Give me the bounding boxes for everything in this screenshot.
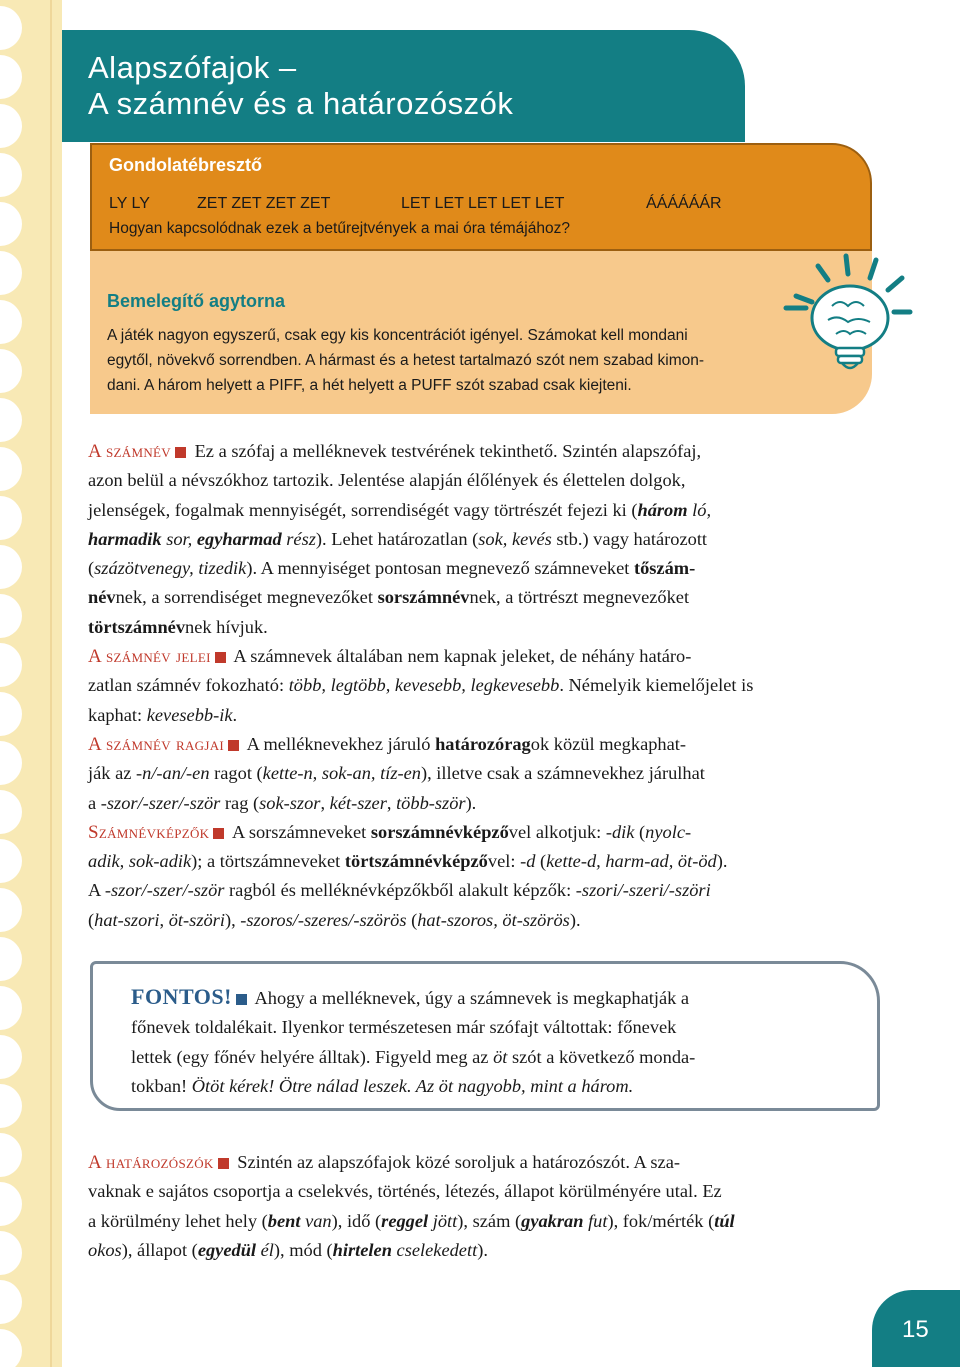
bullet-square-icon xyxy=(215,652,226,663)
text-run: ( xyxy=(535,851,547,872)
bullet-square-icon xyxy=(213,828,224,839)
page-number: 15 xyxy=(902,1316,929,1343)
italic-term: -szor/-szer/-ször xyxy=(100,792,221,813)
text-run: vel: xyxy=(487,851,521,872)
binding-hole xyxy=(0,398,22,442)
italic-term: kette-d, harm-ad, öt-öd xyxy=(546,851,717,872)
italic-term: -szoros/-szeres/-szörös xyxy=(240,909,407,930)
binding-hole xyxy=(0,104,22,148)
italic-term: -n/-an/-en xyxy=(136,763,210,784)
important-box-text xyxy=(131,982,841,1101)
text-run: Ahogy a melléknevek, úgy a számnevek is megkaphatják a xyxy=(254,988,690,1008)
page-title xyxy=(88,50,513,122)
text-run: ( xyxy=(634,821,646,842)
text-run: ), állapot ( xyxy=(121,1239,198,1260)
text-run: ( xyxy=(88,909,95,930)
text-run: A sorszámneveket xyxy=(231,821,371,842)
text-run: A melléknevekhez járuló xyxy=(246,733,436,754)
italic-term: -d xyxy=(520,851,536,872)
warmup-line: egytől, növekvő sorrendben. A hármast és a hetest tartalmazó szót nem szabad kimon- xyxy=(107,352,705,369)
section-heading: A számnév ragjai xyxy=(88,733,225,755)
text-run: ), idő ( xyxy=(331,1210,382,1231)
section-heading: Számnévképzők xyxy=(88,821,210,843)
text-run: szót a következő monda- xyxy=(507,1046,696,1067)
italic-term: nyolc- xyxy=(645,821,692,842)
bold-term: törtszámnév xyxy=(88,616,186,637)
text-run: ok közül megkaphat- xyxy=(530,733,687,754)
text-run: A számnevek általában nem kapnak jeleket, de néhány határo- xyxy=(233,646,692,667)
text-run: . Némelyik kiemelőjelet is xyxy=(559,675,754,696)
think-box xyxy=(90,143,872,251)
italic-term: -szor/-szer/-ször xyxy=(104,880,225,901)
text-run: ). xyxy=(716,851,728,872)
italic-term: kevesebb-ik xyxy=(146,704,233,725)
brain-bulb-icon xyxy=(776,246,920,378)
bullet-square-icon xyxy=(175,447,186,458)
italic-term: -szori/-szeri/-szöri xyxy=(575,880,711,901)
text-run: ). Lehet határozatlan ( xyxy=(315,528,479,549)
italic-term: adik, sok-adik xyxy=(88,851,192,872)
text-run: , xyxy=(320,792,330,813)
text-run: ), fok/mérték ( xyxy=(607,1210,715,1231)
text-run: rag ( xyxy=(220,792,260,813)
text-run: ), xyxy=(224,909,241,930)
bold-italic-term: három xyxy=(637,499,688,520)
text-run: ). A mennyiséget pontosan megnevező számneveket xyxy=(246,558,634,579)
binding-hole xyxy=(0,888,22,932)
text-run: ). xyxy=(465,792,477,813)
bold-term: sorszámnévképző xyxy=(370,821,509,842)
puzzle-item: ÁÁÁÁÁÁR xyxy=(646,195,722,212)
text-run: Szintén az alapszófajok közé soroljuk a határozószót. A sza- xyxy=(237,1152,680,1172)
italic-term: cselekedett xyxy=(391,1239,478,1260)
text-run: lettek (egy főnév helyére álltak). Figyeld meg az xyxy=(131,1046,494,1067)
bold-term: sorszámnév xyxy=(377,587,470,608)
text-run: ), szám ( xyxy=(457,1210,522,1231)
bullet-square-icon xyxy=(236,994,247,1005)
bullet-square-icon xyxy=(218,1158,229,1169)
section-heading: A számnév jelei xyxy=(88,646,211,668)
bold-term: törtszámnévképző xyxy=(344,851,488,872)
text-run: vel alkotjuk: xyxy=(508,821,606,842)
bold-italic-term: túl xyxy=(714,1210,735,1231)
bold-term: név xyxy=(88,587,116,608)
bold-italic-term: reggel xyxy=(381,1210,429,1231)
text-run: ). xyxy=(569,909,581,930)
binding-hole xyxy=(0,251,22,295)
bold-italic-term: harmadik xyxy=(88,528,162,549)
text-run: ); a törtszámneveket xyxy=(191,851,345,872)
text-run: ), mód ( xyxy=(273,1239,333,1260)
warmup-box xyxy=(90,251,872,414)
think-box-heading: Gondolatébresztő xyxy=(109,155,263,175)
text-run: , xyxy=(159,909,169,930)
puzzle-item: LET LET LET LET LET xyxy=(401,195,565,212)
bold-italic-term: egyharmad xyxy=(196,528,282,549)
binding-hole xyxy=(0,349,22,393)
italic-term: több-ször xyxy=(396,792,466,813)
text-run: , xyxy=(386,792,397,813)
binding-hole xyxy=(0,1084,22,1128)
italic-term: okos xyxy=(88,1239,122,1260)
italic-term: van xyxy=(300,1210,332,1231)
binding-hole xyxy=(0,1182,22,1226)
italic-term: öt xyxy=(493,1046,508,1067)
text-run: . xyxy=(232,704,238,725)
binding-hole xyxy=(0,496,22,540)
binding-hole xyxy=(0,643,22,687)
italic-term: ló, xyxy=(687,499,712,520)
binding-hole xyxy=(0,6,22,50)
italic-term: fut xyxy=(583,1210,608,1231)
binding-hole xyxy=(0,202,22,246)
italic-term: -dik xyxy=(605,821,635,842)
warmup-line: dani. A három helyett a PIFF, a hét helyett a PUFF szót szabad csak kiejteni. xyxy=(107,377,632,394)
important-heading: FONTOS! xyxy=(131,984,232,1009)
binding-hole xyxy=(0,741,22,785)
text-run: ( xyxy=(406,909,418,930)
section-heading: A számnév xyxy=(88,441,171,462)
text-run: stb.) vagy határozott xyxy=(551,528,708,549)
title-line-2: A számnév és a határozószók xyxy=(88,86,514,121)
think-box-question: Hogyan kapcsolódnak ezek a betűrejtvények a mai óra témájához? xyxy=(109,220,570,237)
text-run: ). xyxy=(477,1239,488,1260)
binding-hole xyxy=(0,1329,22,1367)
warmup-line: A játék nagyon egyszerű, csak egy kis koncentrációt igényel. Számokat kell mondani xyxy=(107,327,688,344)
binding-hole xyxy=(0,1231,22,1275)
section-hatarozoszok xyxy=(88,1148,878,1265)
bold-italic-term: hirtelen xyxy=(332,1239,392,1260)
italic-term: százötvenegy, tizedik xyxy=(94,558,247,579)
text-run: ragból és melléknévképzőkből alakult képzők: xyxy=(224,880,576,901)
binding-hole xyxy=(0,1280,22,1324)
text-line: vaknak e sajátos csoportja a cselekvés, történés, létezés, állapot körülményére utal. Ez xyxy=(88,1181,722,1202)
binding-line xyxy=(50,0,52,1367)
text-run: jelenségek, fogalmak mennyiségét, sorrendiségét vagy törtrészét fejezi ki ( xyxy=(88,499,638,520)
italic-term: rész xyxy=(281,528,316,549)
binding-hole xyxy=(0,986,22,1030)
text-run: nek, a sorrendiséget megnevezőket xyxy=(115,587,378,608)
italic-term: sok, kevés xyxy=(478,528,552,549)
bullet-square-icon xyxy=(228,740,239,751)
italic-term: két-szer xyxy=(329,792,387,813)
warmup-box-text xyxy=(107,323,807,398)
text-line: azon belül a névszókhoz tartozik. Jelentése alapján élőlények és élettelen dolgok, xyxy=(88,470,686,491)
bold-italic-term: bent xyxy=(267,1210,301,1231)
binding-hole xyxy=(0,1133,22,1177)
binding-hole xyxy=(0,594,22,638)
italic-term: kette-n, sok-an, tíz-en xyxy=(262,763,421,784)
puzzle-item: LY LY xyxy=(109,195,150,212)
italic-term: öt-szöri xyxy=(168,909,225,930)
bold-italic-term: gyakran xyxy=(521,1210,584,1231)
italic-term: hat-szoros, öt-szörös xyxy=(417,909,570,930)
text-run: ( xyxy=(88,558,95,579)
text-run: tokban! xyxy=(131,1075,192,1096)
italic-term: él xyxy=(256,1239,274,1260)
text-run: kaphat: xyxy=(88,704,147,725)
binding-hole xyxy=(0,839,22,883)
text-run: ragot ( xyxy=(209,763,263,784)
section-szamnev xyxy=(88,437,878,935)
text-line: főnevek toldalékait. Ilyenkor természetesen már szófajt váltottak: főnevek xyxy=(131,1017,677,1038)
text-run: nek, a törtrészt megnevezőket xyxy=(469,587,690,608)
title-banner xyxy=(62,30,745,142)
binding-hole xyxy=(0,545,22,589)
binding-hole xyxy=(0,447,22,491)
binding-hole xyxy=(0,55,22,99)
bold-italic-term: egyedül xyxy=(197,1239,257,1260)
text-run: Ez a szófaj a melléknevek testvérének tekinthető. Szintén alapszófaj, xyxy=(194,441,702,461)
italic-term: Ötöt kérek! Ötre nálad leszek. Az öt nagyobb, mint a három. xyxy=(191,1075,634,1096)
puzzle-item: ZET ZET ZET ZET xyxy=(197,195,331,212)
binding-hole xyxy=(0,937,22,981)
spiral-binding xyxy=(0,0,62,1367)
section-heading: A határozószók xyxy=(88,1152,214,1173)
text-run: nek hívjuk. xyxy=(185,616,268,637)
binding-hole xyxy=(0,153,22,197)
italic-term: sok-szor xyxy=(259,792,321,813)
text-run: ), illetve csak a számnevekhez járulhat xyxy=(420,763,705,784)
page-number-tab xyxy=(872,1290,960,1367)
binding-hole xyxy=(0,692,22,736)
text-run: ják az xyxy=(88,763,136,784)
bold-term: tőszám- xyxy=(633,558,696,579)
text-run: a körülmény lehet hely ( xyxy=(88,1210,268,1231)
text-run: A xyxy=(88,880,105,901)
warmup-box-heading: Bemelegítő agytorna xyxy=(107,291,286,311)
binding-hole xyxy=(0,790,22,834)
italic-term: sor, xyxy=(161,528,197,549)
text-run: zatlan számnév fokozható: xyxy=(88,675,289,696)
italic-term: jött xyxy=(428,1210,458,1231)
bold-term: határozórag xyxy=(435,733,531,754)
text-run: a xyxy=(88,792,101,813)
binding-hole xyxy=(0,1035,22,1079)
binding-hole xyxy=(0,300,22,344)
italic-term: több, legtöbb, kevesebb, legkevesebb xyxy=(288,675,560,696)
italic-term: hat-szori xyxy=(94,909,160,930)
important-box xyxy=(90,961,880,1111)
title-line-1: Alapszófajok – xyxy=(88,50,297,85)
